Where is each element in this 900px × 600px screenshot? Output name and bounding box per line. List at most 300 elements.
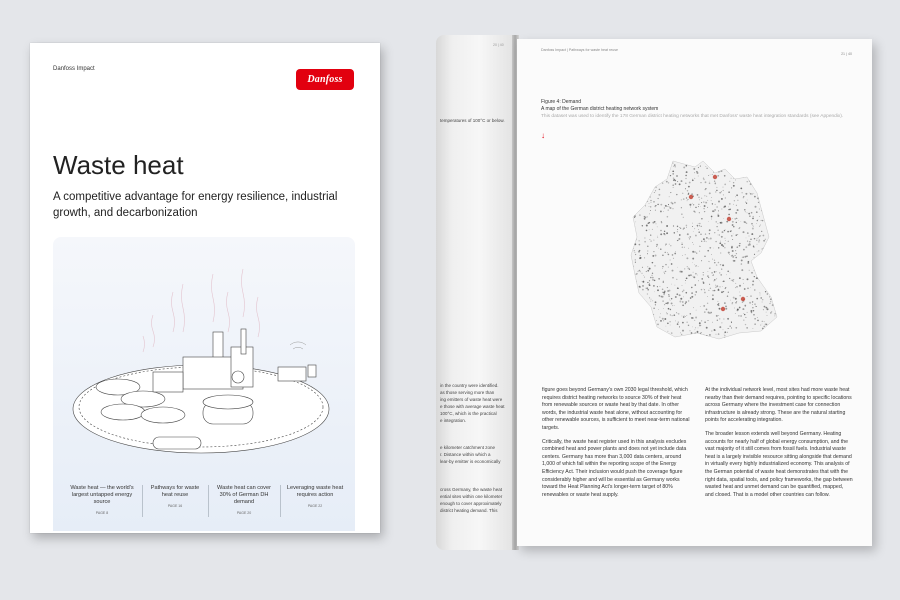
network-dot <box>644 200 645 201</box>
network-dot <box>762 324 763 325</box>
network-dot <box>773 173 774 174</box>
network-dot <box>765 291 766 292</box>
network-dot <box>621 169 623 171</box>
network-dot <box>645 170 646 171</box>
network-dot <box>773 265 774 266</box>
network-dot <box>637 183 638 184</box>
network-dot <box>728 209 729 210</box>
network-dot <box>763 192 764 193</box>
network-dot <box>703 179 704 180</box>
network-dot <box>732 256 734 258</box>
network-dot <box>707 320 708 321</box>
network-dot <box>700 166 701 167</box>
network-dot <box>742 302 743 303</box>
network-dot <box>761 248 762 249</box>
network-dot <box>708 175 709 176</box>
network-dot <box>753 226 754 227</box>
network-dot <box>662 333 664 335</box>
network-dot <box>707 303 708 304</box>
network-dot <box>774 315 775 316</box>
network-dot <box>631 177 633 179</box>
network-dot <box>766 312 767 313</box>
network-dot <box>731 280 732 281</box>
network-dot <box>660 296 662 298</box>
network-dot <box>777 247 778 248</box>
network-dot <box>694 264 695 265</box>
network-dot <box>652 300 653 301</box>
network-dot <box>719 163 720 164</box>
network-dot <box>650 196 651 197</box>
network-dot <box>759 239 761 241</box>
network-dot <box>749 166 750 167</box>
stat-german-dh: Waste heat can cover 30% of German DH demand PAGE 20 <box>217 485 271 515</box>
network-dot <box>774 251 775 252</box>
network-dot <box>633 319 634 320</box>
network-dot <box>731 246 733 248</box>
network-dot <box>672 270 674 272</box>
stat-divider <box>280 485 281 517</box>
network-dot <box>638 210 640 212</box>
network-dot <box>782 184 784 186</box>
network-dot <box>774 211 775 212</box>
network-dot <box>753 193 754 194</box>
network-dot <box>750 287 751 288</box>
network-dot <box>707 275 709 277</box>
network-dot <box>741 169 743 171</box>
network-dot <box>698 266 699 267</box>
network-dot <box>653 285 655 287</box>
network-dot <box>777 316 778 317</box>
network-dot <box>769 242 770 243</box>
network-dot <box>647 253 648 254</box>
network-dot <box>711 197 712 198</box>
network-dot <box>664 272 665 273</box>
network-dot <box>683 289 685 291</box>
network-dot <box>637 159 638 160</box>
network-dot <box>626 211 628 213</box>
network-dot <box>682 301 683 302</box>
network-dot <box>633 286 634 287</box>
network-dot <box>655 190 656 191</box>
network-dot <box>647 289 649 291</box>
network-dot <box>658 194 660 196</box>
network-dot <box>685 175 686 176</box>
network-dot <box>700 306 701 307</box>
network-dot <box>698 176 699 177</box>
network-dot <box>676 279 677 280</box>
network-dot <box>642 225 643 226</box>
network-dot <box>756 260 758 262</box>
network-dot <box>742 257 743 258</box>
paragraph: Critically, the waste heat register used in this analysis excludes combined heat and power plants and does not yet include data centers. Germany has more than 3,000 data centers, around 1,000 of which fall within the reporting scope of the Energy Efficiency Act. Their inclusion would push the coverage figure considerably higher and will be essential as Germany works toward the Heat Planning Act's longer-term target of 80% renewables or waste heat supply. <box>542 438 687 498</box>
network-dot <box>681 334 682 335</box>
network-dot <box>766 324 768 326</box>
network-dot <box>645 217 646 218</box>
network-dot <box>623 250 624 251</box>
network-dot <box>743 197 744 198</box>
network-dot <box>701 226 702 227</box>
network-dot <box>781 205 782 206</box>
network-dot <box>753 314 755 316</box>
network-dot <box>663 320 664 321</box>
network-dot <box>733 226 734 227</box>
network-dot <box>771 208 772 209</box>
network-dot <box>622 291 624 293</box>
network-dot <box>769 288 770 289</box>
network-dot <box>768 287 769 288</box>
network-dot <box>756 163 758 165</box>
network-dot <box>722 209 723 210</box>
network-dot <box>694 172 695 173</box>
network-dot <box>649 206 650 207</box>
network-dot <box>721 269 722 270</box>
network-dot <box>767 279 768 280</box>
network-dot <box>678 238 680 240</box>
network-dot <box>665 252 666 253</box>
network-dot <box>641 337 642 338</box>
network-dot <box>780 257 781 258</box>
network-dot <box>639 244 641 246</box>
network-dot <box>773 167 774 168</box>
network-dot <box>772 175 773 176</box>
network-dot <box>685 283 686 284</box>
network-dot <box>751 163 753 165</box>
network-dot <box>673 314 675 316</box>
network-dot <box>686 340 687 341</box>
network-dot <box>758 202 759 203</box>
network-dot <box>779 309 780 310</box>
text-fragment: e integration. <box>440 418 467 423</box>
network-dot <box>766 169 768 171</box>
network-dot <box>724 335 725 336</box>
network-dot <box>714 271 716 273</box>
network-dot <box>649 222 651 224</box>
network-dot <box>720 241 721 242</box>
network-dot <box>683 229 684 230</box>
network-dot <box>641 203 642 204</box>
network-dot <box>632 287 633 288</box>
network-dot <box>652 279 654 281</box>
network-dot <box>734 308 735 309</box>
network-dot <box>693 204 694 205</box>
network-dot <box>658 166 659 167</box>
network-dot <box>631 316 632 317</box>
text-fragment: temperatures of 100°C or below. <box>440 118 505 123</box>
network-dot <box>745 324 746 325</box>
network-dot <box>624 179 625 180</box>
network-dot <box>757 333 758 334</box>
network-dot <box>754 196 756 198</box>
network-dot <box>685 316 686 317</box>
network-dot <box>640 186 642 188</box>
network-dot <box>727 318 729 320</box>
network-dot <box>779 273 780 274</box>
network-dot <box>640 257 641 258</box>
network-dot <box>733 281 734 282</box>
network-dot <box>635 293 637 295</box>
network-dot <box>740 187 742 189</box>
figure-caption: This dataset was used to identify the 178 German district heating networks that met Danfoss' waste heat integration standards (see Appendix). <box>541 114 844 119</box>
network-dot <box>687 159 689 161</box>
network-dot <box>721 291 723 293</box>
network-dot <box>728 191 730 193</box>
network-dot <box>713 172 714 173</box>
network-dot <box>712 163 713 164</box>
network-dot <box>739 277 741 279</box>
text-fragment: cross Germany, the waste heat <box>440 487 502 492</box>
network-dot <box>685 254 686 255</box>
network-dot <box>656 224 657 225</box>
network-dot <box>750 295 752 297</box>
network-dot <box>783 334 785 336</box>
network-dot <box>711 272 713 274</box>
network-dot <box>698 167 699 168</box>
network-dot <box>752 228 754 230</box>
paragraph: figure goes beyond Germany's own 2030 legal threshold, which requires district heating networks to source 30% of their heat from renewable sources or waste heat by that date. In other words, the industrial waste heat alone, without accounting for other renewable sources, is sufficient to meet near-term national targets. <box>542 387 690 431</box>
network-dot <box>642 319 643 320</box>
network-dot <box>647 201 648 202</box>
network-dot <box>669 206 670 207</box>
network-dot <box>708 261 709 262</box>
network-dot <box>717 215 719 217</box>
network-dot <box>743 319 744 320</box>
network-dot <box>693 276 695 278</box>
network-dot <box>766 205 767 206</box>
network-dot <box>656 167 657 168</box>
network-dot <box>733 185 735 187</box>
network-dot <box>743 162 745 164</box>
network-dot <box>727 295 728 296</box>
network-dot <box>697 194 699 196</box>
network-dot <box>685 301 687 303</box>
network-dot <box>691 296 693 298</box>
network-dot <box>637 180 639 182</box>
network-dot <box>687 200 688 201</box>
network-dot <box>668 308 670 310</box>
network-dot <box>725 197 726 198</box>
network-dot <box>718 262 720 264</box>
network-dot <box>624 208 625 209</box>
network-dot <box>709 181 710 182</box>
network-dot <box>724 175 726 177</box>
network-dot <box>739 285 741 287</box>
network-dot <box>698 229 699 230</box>
network-dot <box>649 185 650 186</box>
network-dot <box>716 271 717 272</box>
network-dot <box>778 277 779 278</box>
network-dot <box>731 178 732 179</box>
network-dot <box>710 313 711 314</box>
network-dot <box>758 188 759 189</box>
network-dot <box>677 231 678 232</box>
network-dot <box>783 227 784 228</box>
network-dot <box>694 211 695 212</box>
network-dot <box>630 161 632 163</box>
network-dot <box>778 293 779 294</box>
network-dot <box>769 296 770 297</box>
network-dot <box>718 315 719 316</box>
network-dot <box>682 322 684 324</box>
network-dot <box>677 267 678 268</box>
network-dot <box>769 173 770 174</box>
network-dot <box>735 302 736 303</box>
network-dot <box>647 270 649 272</box>
network-dot <box>759 276 760 277</box>
network-dot <box>690 337 691 338</box>
network-dot <box>784 178 785 179</box>
network-dot <box>622 176 624 178</box>
network-dot <box>782 168 783 169</box>
network-dot <box>762 205 764 207</box>
network-dot <box>752 307 753 308</box>
network-dot <box>764 254 765 255</box>
network-dot <box>715 330 716 331</box>
network-dot <box>723 318 724 319</box>
network-dot <box>625 288 627 290</box>
network-dot <box>769 278 770 279</box>
network-dot <box>754 257 755 258</box>
figure-label: Figure 4: Demand <box>541 99 582 105</box>
network-dot <box>647 266 648 267</box>
network-dot <box>711 219 712 220</box>
network-dot <box>644 241 646 243</box>
network-dot <box>687 266 688 267</box>
network-dot <box>781 242 783 244</box>
network-dot <box>628 221 630 223</box>
network-dot <box>769 292 770 293</box>
network-dot <box>641 188 642 189</box>
network-dot <box>675 321 676 322</box>
network-dot <box>649 284 650 285</box>
network-dot <box>766 277 767 278</box>
network-dot <box>651 275 652 276</box>
network-dot <box>639 165 640 166</box>
network-dot <box>736 194 738 196</box>
network-dot <box>691 287 692 288</box>
network-dot <box>651 170 652 171</box>
network-dot <box>770 272 771 273</box>
network-dot <box>714 181 715 182</box>
network-dot <box>775 243 777 245</box>
network-dot <box>712 210 714 212</box>
network-dot <box>711 330 712 331</box>
network-dot <box>681 271 683 273</box>
network-dot <box>699 322 701 324</box>
text-fragment: ing emitters of waste heat were <box>440 397 503 402</box>
network-dot <box>647 216 648 217</box>
network-dot <box>644 218 646 220</box>
network-dot <box>770 238 772 240</box>
network-dot <box>723 281 725 283</box>
network-dot <box>634 252 635 253</box>
network-dot <box>631 242 633 244</box>
network-hotspot <box>713 175 717 179</box>
network-dot <box>657 198 658 199</box>
network-dot <box>675 285 676 286</box>
network-dot <box>649 214 650 215</box>
network-dot <box>774 219 775 220</box>
network-dot <box>737 234 738 235</box>
network-dot <box>781 188 783 190</box>
network-dot <box>683 228 684 229</box>
network-dot <box>785 329 787 331</box>
network-dot <box>642 324 643 325</box>
network-dot <box>667 331 668 332</box>
network-dot <box>766 333 768 335</box>
network-dot <box>686 315 687 316</box>
network-dot <box>747 160 749 162</box>
network-dot <box>701 241 702 242</box>
network-dot <box>641 297 642 298</box>
network-dot <box>759 209 760 210</box>
network-dot <box>780 186 782 188</box>
network-dot <box>756 306 757 307</box>
network-dot <box>735 255 736 256</box>
network-dot <box>722 281 723 282</box>
network-dot <box>642 174 644 176</box>
network-dot <box>763 309 764 310</box>
network-dot <box>665 245 666 246</box>
network-dot <box>657 227 658 228</box>
network-dot <box>735 180 736 181</box>
brand-label: Danfoss Impact <box>53 66 95 72</box>
network-dot <box>666 171 667 172</box>
network-dot <box>774 169 775 170</box>
network-dot <box>637 329 638 330</box>
network-dot <box>653 161 654 162</box>
network-dot <box>692 251 694 253</box>
network-dot <box>747 278 749 280</box>
network-dot <box>665 303 666 304</box>
network-dot <box>663 294 664 295</box>
network-dot <box>765 269 766 270</box>
network-dot <box>752 225 753 226</box>
network-dot <box>736 205 737 206</box>
network-dot <box>754 254 755 255</box>
network-dot <box>739 338 741 340</box>
network-dot <box>661 222 662 223</box>
network-dot <box>632 320 634 322</box>
paragraph: At the individual network level, most sites had more waste heat nearby than their demand requires, pointing to specific locations across Germany where the investment case for connection infrastructure is already strong. These are the natural starting points for accelerating integration. <box>705 387 852 424</box>
network-dot <box>639 286 641 288</box>
network-dot <box>697 331 698 332</box>
network-dot <box>646 306 648 308</box>
network-dot <box>671 302 673 304</box>
network-dot <box>762 254 763 255</box>
network-dot <box>631 227 632 228</box>
network-dot <box>766 278 767 279</box>
network-dot <box>716 334 717 335</box>
network-dot <box>711 200 712 201</box>
network-dot <box>754 323 756 325</box>
network-dot <box>701 320 702 321</box>
network-dot <box>712 275 713 276</box>
network-dot <box>620 248 622 250</box>
network-dot <box>708 221 709 222</box>
network-dot <box>774 206 776 208</box>
network-dot <box>782 241 784 243</box>
network-dot <box>709 268 710 269</box>
network-dot <box>728 328 729 329</box>
network-dot <box>728 241 729 242</box>
network-dot <box>712 174 713 175</box>
network-dot <box>704 292 706 294</box>
network-dot <box>725 240 726 241</box>
network-dot <box>745 246 747 248</box>
network-dot <box>736 234 738 236</box>
network-dot <box>677 226 678 227</box>
network-dot <box>622 198 623 199</box>
